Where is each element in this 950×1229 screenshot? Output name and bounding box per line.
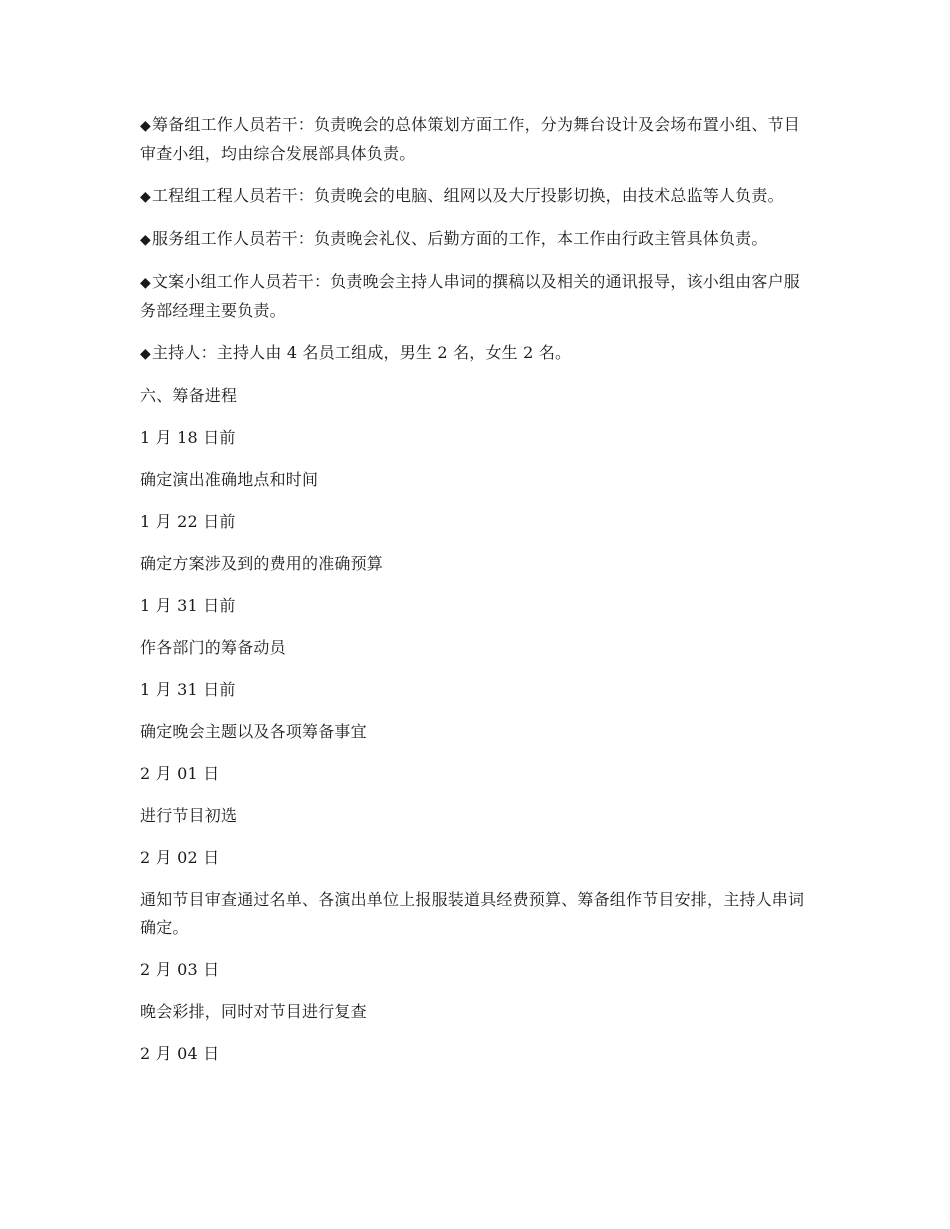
schedule-task: 通知节目审查通过名单、各演出单位上报服装道具经费预算、筹备组作节目安排，主持人串词确定。	[140, 890, 805, 937]
role-text: 筹备组工作人员若干：负责晚会的总体策划方面工作，分为舞台设计及会场布置小组、节目审查小组，均由综合发展部具体负责。	[140, 115, 800, 163]
schedule-date: 1 月 31 日前	[140, 596, 236, 615]
document-body	[140, 111, 810, 1082]
role-item-preparation	[140, 111, 810, 168]
schedule-task: 确定方案涉及到的费用的准确预算	[140, 554, 384, 573]
role-item-copywriting	[140, 268, 810, 325]
diamond-bullet-icon: ◆	[140, 346, 151, 362]
schedule-task: 确定晚会主题以及各项筹备事宜	[140, 722, 367, 741]
schedule-date: 2 月 01 日	[140, 764, 220, 783]
role-item-engineering	[140, 182, 810, 211]
schedule-task: 确定演出准确地点和时间	[140, 470, 319, 489]
schedule-date: 2 月 02 日	[140, 848, 220, 867]
schedule-task: 作各部门的筹备动员	[140, 638, 286, 657]
diamond-bullet-icon: ◆	[140, 118, 151, 134]
schedule-date: 1 月 18 日前	[140, 428, 236, 447]
diamond-bullet-icon: ◆	[140, 275, 151, 291]
role-text: 工程组工程人员若干：负责晚会的电脑、组网以及大厅投影切换，由技术总监等人负责。	[151, 186, 784, 205]
diamond-bullet-icon: ◆	[140, 189, 151, 205]
role-text: 服务组工作人员若干：负责晚会礼仪、后勤方面的工作，本工作由行政主管具体负责。	[151, 229, 768, 248]
diamond-bullet-icon: ◆	[140, 232, 151, 248]
role-item-service	[140, 225, 810, 254]
schedule-date: 1 月 31 日前	[140, 680, 236, 699]
schedule-date: 2 月 03 日	[140, 960, 220, 979]
role-text: 文案小组工作人员若干：负责晚会主持人串词的撰稿以及相关的通讯报导，该小组由客户服务部经理主要负责。	[140, 272, 800, 320]
schedule-task: 进行节目初选	[140, 806, 238, 825]
schedule-date: 2 月 04 日	[140, 1044, 220, 1063]
section-heading: 六、筹备进程	[140, 386, 238, 405]
schedule-task: 晚会彩排，同时对节目进行复查	[140, 1002, 367, 1021]
schedule-date: 1 月 22 日前	[140, 512, 236, 531]
role-text: 主持人：主持人由 4 名员工组成，男生 2 名，女生 2 名。	[151, 343, 572, 362]
role-item-host	[140, 339, 810, 368]
